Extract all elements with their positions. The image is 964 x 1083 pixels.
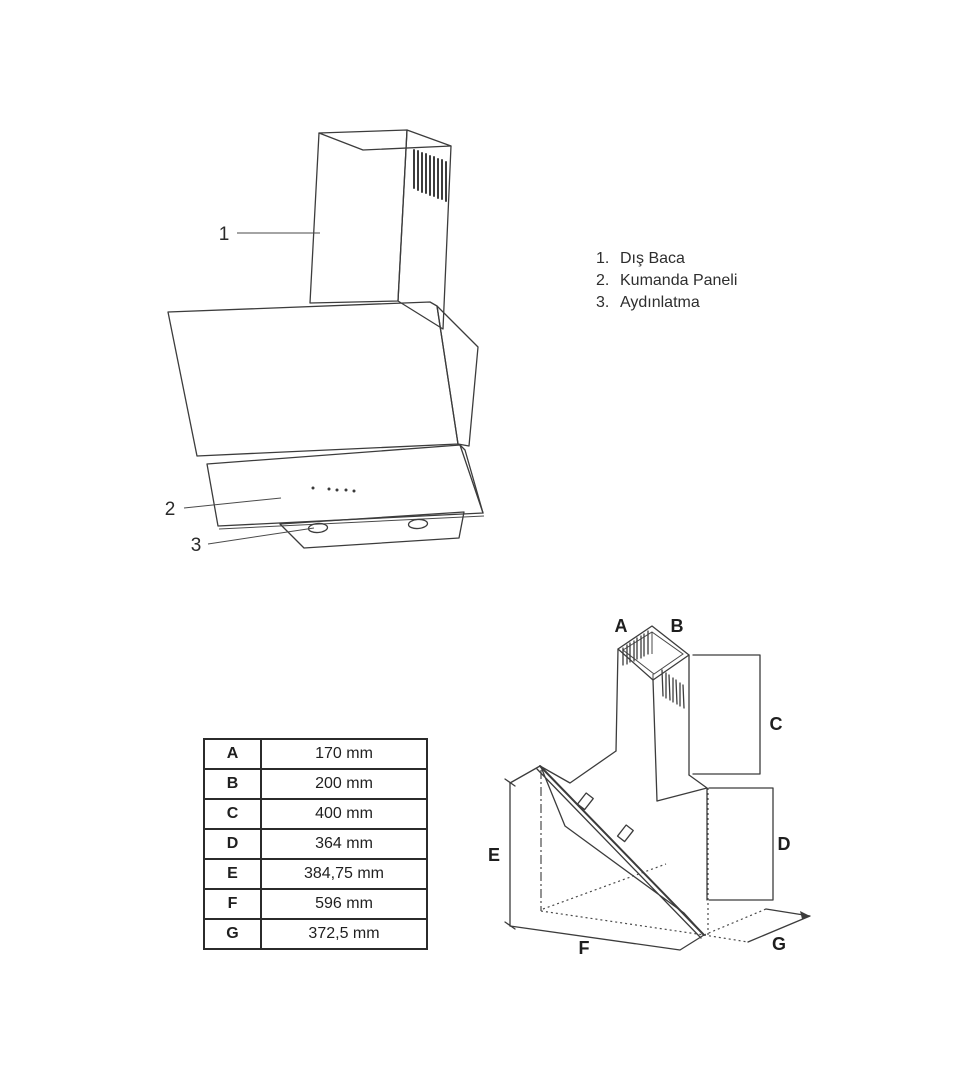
hood-top-left-edges xyxy=(510,751,616,783)
chimney-top-inner xyxy=(623,632,683,674)
callout-2: 2 xyxy=(164,499,176,520)
hood-dimensions-figure xyxy=(480,598,825,963)
legend-item-3-number: 3. xyxy=(596,294,610,311)
dim-label-B: B xyxy=(670,616,684,636)
legend-item-1 xyxy=(596,248,737,270)
dim-G-dotted xyxy=(704,909,766,942)
dim-value-cell: 170 mm xyxy=(261,739,427,769)
parts-legend xyxy=(596,248,737,314)
legend-item-1-number: 1. xyxy=(596,250,610,267)
glass-thickness-line xyxy=(219,516,484,529)
control-panel-dots-icon xyxy=(312,487,356,493)
dim-D-bracket xyxy=(709,788,773,900)
dim-key-cell: G xyxy=(204,919,261,949)
dim-key-cell: E xyxy=(204,859,261,889)
glass-slab-edges xyxy=(537,767,704,938)
dim-label-A: A xyxy=(614,616,628,636)
callout-2-leader xyxy=(184,498,281,508)
dim-value-cell: 200 mm xyxy=(261,769,427,799)
legend-item-1-label: Dış Baca xyxy=(620,250,685,267)
table-row xyxy=(204,859,427,889)
chimney-body-edges xyxy=(616,649,689,801)
dim-label-G: G xyxy=(771,934,787,954)
glass-panel xyxy=(168,302,458,456)
dim-key-cell: C xyxy=(204,799,261,829)
dim-value-cell: 596 mm xyxy=(261,889,427,919)
chimney-front-face xyxy=(310,130,407,303)
table-row xyxy=(204,739,427,769)
dim-key-cell: D xyxy=(204,829,261,859)
vent-slats-icon xyxy=(414,150,446,201)
chimney-right-face xyxy=(398,130,451,329)
legend-item-3-label: Aydınlatma xyxy=(620,294,700,311)
chimney-top-edge xyxy=(319,133,451,150)
dim-key-cell: A xyxy=(204,739,261,769)
dim-key-cell: B xyxy=(204,769,261,799)
bottom-panel xyxy=(280,512,464,548)
legend-item-2-number: 2. xyxy=(596,272,610,289)
hood-top-right-edges xyxy=(657,775,707,801)
lamp-right-icon xyxy=(408,519,428,529)
legend-item-2-label: Kumanda Paneli xyxy=(620,272,738,289)
dim-E-edge xyxy=(505,779,515,929)
dimensions-table xyxy=(203,738,428,950)
table-row xyxy=(204,829,427,859)
dim-label-D: D xyxy=(777,834,791,854)
table-row xyxy=(204,889,427,919)
legend-item-2 xyxy=(596,270,737,292)
hood-overview-figure xyxy=(150,110,500,560)
vent-slats-right-icon xyxy=(662,670,684,708)
dim-label-C: C xyxy=(769,714,783,734)
table-row xyxy=(204,799,427,829)
table-row xyxy=(204,919,427,949)
dim-G-arrow-icon xyxy=(800,911,810,919)
dim-label-F: F xyxy=(578,938,590,958)
bottom-front-edge xyxy=(510,926,704,950)
dim-key-cell: F xyxy=(204,889,261,919)
callout-3: 3 xyxy=(190,535,202,556)
table-row xyxy=(204,769,427,799)
dim-value-cell: 372,5 mm xyxy=(261,919,427,949)
legend-item-3 xyxy=(596,292,737,314)
dim-value-cell: 400 mm xyxy=(261,799,427,829)
callout-1: 1 xyxy=(218,224,230,245)
dim-value-cell: 384,75 mm xyxy=(261,859,427,889)
dim-label-E: E xyxy=(487,845,501,865)
dim-C-bracket xyxy=(693,655,760,774)
dim-value-cell: 364 mm xyxy=(261,829,427,859)
